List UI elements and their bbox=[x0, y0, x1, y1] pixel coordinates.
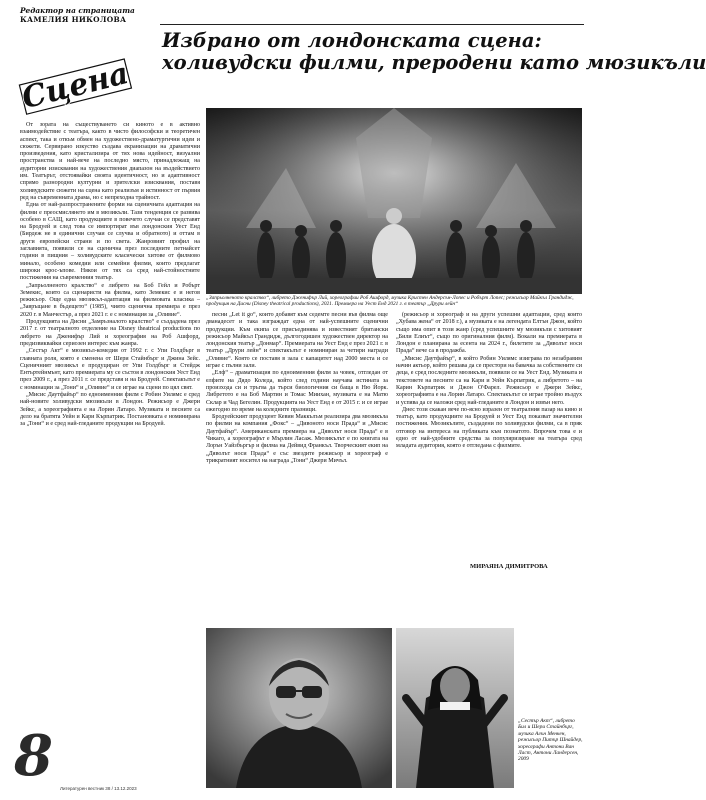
frozen-stage-photo bbox=[206, 108, 582, 294]
article-column-3 bbox=[396, 312, 582, 562]
photo-caption-top: „Запрьолненото кралство“, либрето Дженифър Лий, хореографии Роб Ашфорд, музика Кристен Андерсън-Лопес и Робърт Лопес; режисьор Майкъл Грандидж, продукция на Дисни (Disney theatrical productions), 2021. Премиера на Уест Енд 2021 г. в театър „Друри лейн“ bbox=[206, 295, 574, 308]
article-column-2 bbox=[206, 312, 388, 624]
elton-john-photo bbox=[206, 628, 392, 788]
page-number: 8 bbox=[14, 723, 53, 789]
paragraph: „Елф“ – драматизация по едноименния филм за човек, отгледан от елфите на Дядо Коледа, който след години научава истината за произхода си и тръгва да търси биологичния си баща в Ню Йорк. Либретото е на Боб Мартин и Томас Миихан, музиката е на Матю Склар и Чад Бегелин. Продукцията на Уест Енд е от 2015 г. и се играе ежегодно по време на коледните празници. bbox=[206, 370, 388, 413]
paragraph: „Сестър Акт“ е мюзикъл-комедия от 1992 г. с Упи Голдбърг в главната роля, която е сменена от Шери Стайнбърг и Джина Зейс. Сценичният мюзикъл е продуциран от Упи Голдбърг и Стейдж Ентъртейнмънт, като премиерата му се състоя в лондонския Уест Енд през 2009 г., а през 2011 г. се представя и на Бродуей. Спектакълът е с номинации за „Тони“ и „Оливие“ и се играе на сцени по цял свят. bbox=[20, 348, 200, 391]
editor-role: Редактор на страницата bbox=[20, 6, 135, 15]
author-signature: МИРАЯНА ДИМИТРОВА bbox=[470, 563, 548, 570]
paragraph: „Запрьолненото кралство“ е либрето на Боб Гейл и Робърт Земекис, които са сценаристи на филма, като Земекис е и негов режисьор. Още една мюзикъл-адаптация на филмовата класика – „Завръщане в бъдещето“ (1985), чиято сценична премиера е през 2020 г. в Манчестър, а през 2021 г. е с номинация за „Оливие“. bbox=[20, 282, 200, 318]
paragraph: (режисьор и хореограф и на други успешни адаптации, сред които „Хубава жена“ от 2018 г.), а музиката е на легендата Елтън Джон, който също има опит в този жанр (сред успешните му мюзикъли с хитовият „Били Елиът“, също по оригиналния филм). Вокали на премиерата в Лондон е планирана за есента на 2024 г., билетите за „Дяволът носи Прада“ вече са в продажба. bbox=[396, 312, 582, 355]
article-column-1 bbox=[20, 122, 200, 772]
paragraph: Една от най-разпространените форми на сценичната адаптация на филми е преосмислянето им в мюзикъли. Тази тенденция се развива особено в САЩ, като продукциите в повечето случаи се представят на Бродуей и след това се импортират във лондонския Уест Енд (Бирдеж не в единични случаи се случва и обратното) и оттам в други европейски страни и по света. Жанровият профил на заглавията, появили се на сценична през последните петнайсет години в пищния – холивудските класически хитове от филмово минало, особено комедии или семейни филми, които предлагат широки крос-ъпове. Някои от тях са сред най-стойностните постижения на съвременния театър. bbox=[20, 202, 200, 282]
editor-credit bbox=[20, 6, 170, 24]
section-logo-text: Сцена bbox=[18, 56, 133, 117]
paragraph: Днес този скакан вече по-ясно изразен от театралния пазар на кино и театър, като продукциите на Бродуей и Уест Енд показват значителни постижения. Мюзикълите, създадени по холивудски филми, са в пряк отговор на интереса на публиката към познатото. Впрочем това е и едно от най-удобните средства за популяризиране на театъра сред младата аудитория, която е отгледана с филмите. bbox=[396, 406, 582, 450]
header-rule bbox=[160, 24, 584, 25]
paragraph: „Мисис Даутфайър“ по едноименния филм с Робин Уилямс е сред най-новите холивудски мюзикъли в Лондон. Режисьор е Джери Зейкс, а хореографията е на Лорин Латаро. Музиката и песните са дело на братята Уейн и Кари Кърпатрик. Постановката е номинирана за „Тони“ и е сред най-гледаните продукции на Бродуей. bbox=[20, 391, 200, 428]
paragraph: От зората на съществуването си киното е в активно взаимодействие с театъра, както в чисто философски и теоретичен аспект, така и откъм обмен на художествено-драматургични идеи и сюжети. Сервирано изкуство създава екранизации на драматични произведения, като кристализира от тях нова идейност, визуални пространства и най-вече на последно място, принадлежащ на аудиторни изисквания на художествения диапазон на въздействието им. Театърът, отстоявайки своята идентичност, но и адаптивност спрямо разнородни културни и зрителски изисквания, поставя холивудските сюжети на сцена като реализъм и истинност от първия ред на съвременната драма, но с непреходна трайност. bbox=[20, 122, 200, 201]
section-logo bbox=[14, 50, 133, 117]
headline-line1: Избрано от лондонската сцена: bbox=[162, 29, 542, 52]
headline-line2: холивудски филми, преродени като мюзикъли bbox=[162, 51, 706, 74]
paragraph: Продукцията на Дисни „Замръзналото кралство“ е създадена през 2017 г. от театралното отделение на Disney theatrical productions по либрето на Дженифър Лий и хореография на Роб Ашфорд, предизвиквайки сериозен интерес към жанра. bbox=[20, 319, 200, 347]
paragraph: песни „Let it go“, които добавят към седемте песни във филма още дванадесет и така изграждат една от най-успешните сценични продукции. Към екипа се присъединява и известният британски режисьор Майкъл Грандидж, дългогодишен художествен директор на лондонския театър „Донмар“. Премиерата на Уест Енд е през 2021 г. в театър „Друри лейн“ и спектакълът е номиниран за четири награди „Оливие“. Която се поставя в зала с капацитет над 2000 места и се играе с пълни зали. bbox=[206, 312, 388, 370]
headline bbox=[162, 29, 706, 74]
editor-name: КАМЕЛИЯ НИКОЛОВА bbox=[20, 15, 127, 24]
photo-caption-right: „Сестър Акт“, либрето Бил и Шери Стайнбърг, музика Алън Менкен, режисьор Питър Шнайдер, хореографи Антони Ван Ласт, Антони Ландерсен, 2009 bbox=[518, 718, 583, 763]
sister-act-photo bbox=[396, 628, 514, 788]
paragraph: „Мисис Даутфайър“, в който Робин Уилямс изиграва по незабравим начин актьор, който решава да се престори на бавачка за собствените си деца, е сред последните мюзикъли, появили се на Уест Енд. Музиката и текстовете на песните са на Кари и Уейн Кърпатрик, а либретото – на Карин Кърпатрик и Джон О'Фарел. Режисьор е Джери Зейкс, хореографията е на Лорин Латаро. Спектакълът се играе тройно въздух и успява да се наложи сред най-гледаните в Лондон и извън него. bbox=[396, 355, 583, 406]
paragraph: Бродуейският продуцент Кевин Маккълъм реализира два мюзикъла по филми на компания „Фокс“ – „Дивоното носи Прада“ и „Мисис Даутфайър“. Американската премиера на „Дяволът носи Прада“ е в Чикаго, а хореографът е Мърлин Ласаж. Мюзикълът е по книгата на Лорън Уайзбъргър и филма на Дейвид Франкъл. Творческият екип на „Дяволът носи Прада“ е със звездите режисьор и хореограф е трикратният носител на награда „Тони“ Джери Мичъл. bbox=[206, 414, 388, 464]
publication-footer: Литературен вестник 38 / 13.12.2023 bbox=[60, 786, 137, 791]
